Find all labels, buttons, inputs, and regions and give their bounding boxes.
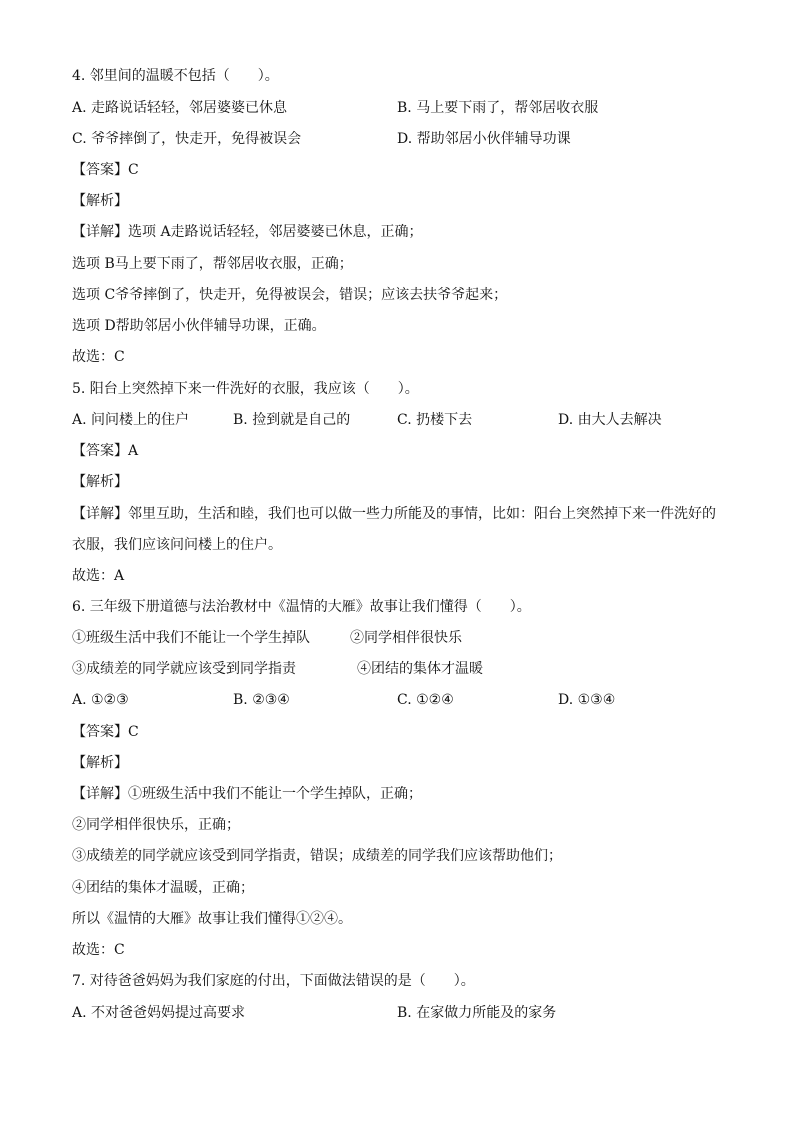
question-4-analysis-label: 【解析】: [72, 193, 128, 209]
question-5-option-c: C. 扔楼下去: [397, 412, 473, 428]
question-6-choice: 故选：C: [72, 942, 125, 958]
question-4-option-c: C. 爷爷摔倒了，快走开，免得被误会: [72, 131, 302, 147]
question-7-option-a: A. 不对爸爸妈妈提过高要求: [72, 1005, 246, 1021]
question-6-analysis-label: 【解析】: [72, 755, 128, 771]
question-7-stem: 7. 对待爸爸妈妈为我们家庭的付出，下面做法错误的是（ ）。: [72, 973, 475, 989]
question-6-detail-line: ③成绩差的同学就应该受到同学指责，错误；成绩差的同学我们应该帮助他们；: [72, 848, 562, 864]
question-4-stem: 4. 邻里间的温暖不包括（ ）。: [72, 68, 279, 84]
question-6-detail-line: ④团结的集体才温暖，正确；: [72, 880, 254, 896]
question-6-option-b: B. ②③④: [233, 692, 290, 708]
question-6-statement-3: ③成绩差的同学就应该受到同学指责: [72, 661, 296, 677]
question-5-detail-line: 衣服，我们应该问问楼上的住户。: [72, 537, 282, 553]
question-6-answer: 【答案】C: [72, 724, 139, 740]
question-4-detail-line: 选项 B马上要下雨了，帮邻居收衣服，正确；: [72, 256, 353, 272]
question-7-option-b: B. 在家做力所能及的家务: [397, 1005, 557, 1021]
question-4-option-d: D. 帮助邻居小伙伴辅导功课: [397, 131, 571, 147]
question-5-answer: 【答案】A: [72, 443, 139, 459]
question-4-choice: 故选：C: [72, 349, 125, 365]
question-5-stem: 5. 阳台上突然掉下来一件洗好的衣服，我应该（ ）。: [72, 381, 419, 397]
question-5-option-d: D. 由大人去解决: [558, 412, 662, 428]
question-4-option-b: B. 马上要下雨了，帮邻居收衣服: [397, 100, 599, 116]
question-5-option-a: A. 问问楼上的住户: [72, 412, 190, 428]
question-4-answer: 【答案】C: [72, 162, 139, 178]
question-4-detail-line: 选项 D帮助邻居小伙伴辅导功课，正确。: [72, 318, 326, 334]
question-6-option-d: D. ①③④: [558, 692, 616, 708]
question-4-detail-line: 【详解】选项 A走路说话轻轻，邻居婆婆已休息，正确；: [72, 224, 423, 240]
question-4-option-a: A. 走路说话轻轻，邻居婆婆已休息: [72, 100, 288, 116]
question-6-detail-line: ②同学相伴很快乐，正确；: [72, 817, 240, 833]
question-6-statement-4: ④团结的集体才温暖: [357, 661, 483, 677]
question-4-detail-line: 选项 C爷爷摔倒了，快走开，免得被误会，错误；应该去扶爷爷起来；: [72, 287, 508, 303]
question-6-option-c: C. ①②④: [397, 692, 454, 708]
question-6-statement-1: ①班级生活中我们不能让一个学生掉队: [72, 630, 310, 646]
question-5-detail-line: 【详解】邻里互助，生活和睦，我们也可以做一些力所能及的事情，比如：阳台上突然掉下来一件洗好的: [72, 506, 716, 522]
question-6-stem: 6. 三年级下册道德与法治教材中《温情的大雁》故事让我们懂得（ ）。: [72, 599, 531, 615]
question-6-statement-2: ②同学相伴很快乐: [350, 630, 462, 646]
question-5-option-b: B. 捡到就是自己的: [233, 412, 351, 428]
question-6-detail-line: 所以《温情的大雁》故事让我们懂得①②④。: [72, 911, 352, 927]
question-5-analysis-label: 【解析】: [72, 474, 128, 490]
question-6-option-a: A. ①②③: [72, 692, 129, 708]
question-5-choice: 故选：A: [72, 568, 125, 584]
question-6-detail-line: 【详解】①班级生活中我们不能让一个学生掉队，正确；: [72, 786, 422, 802]
